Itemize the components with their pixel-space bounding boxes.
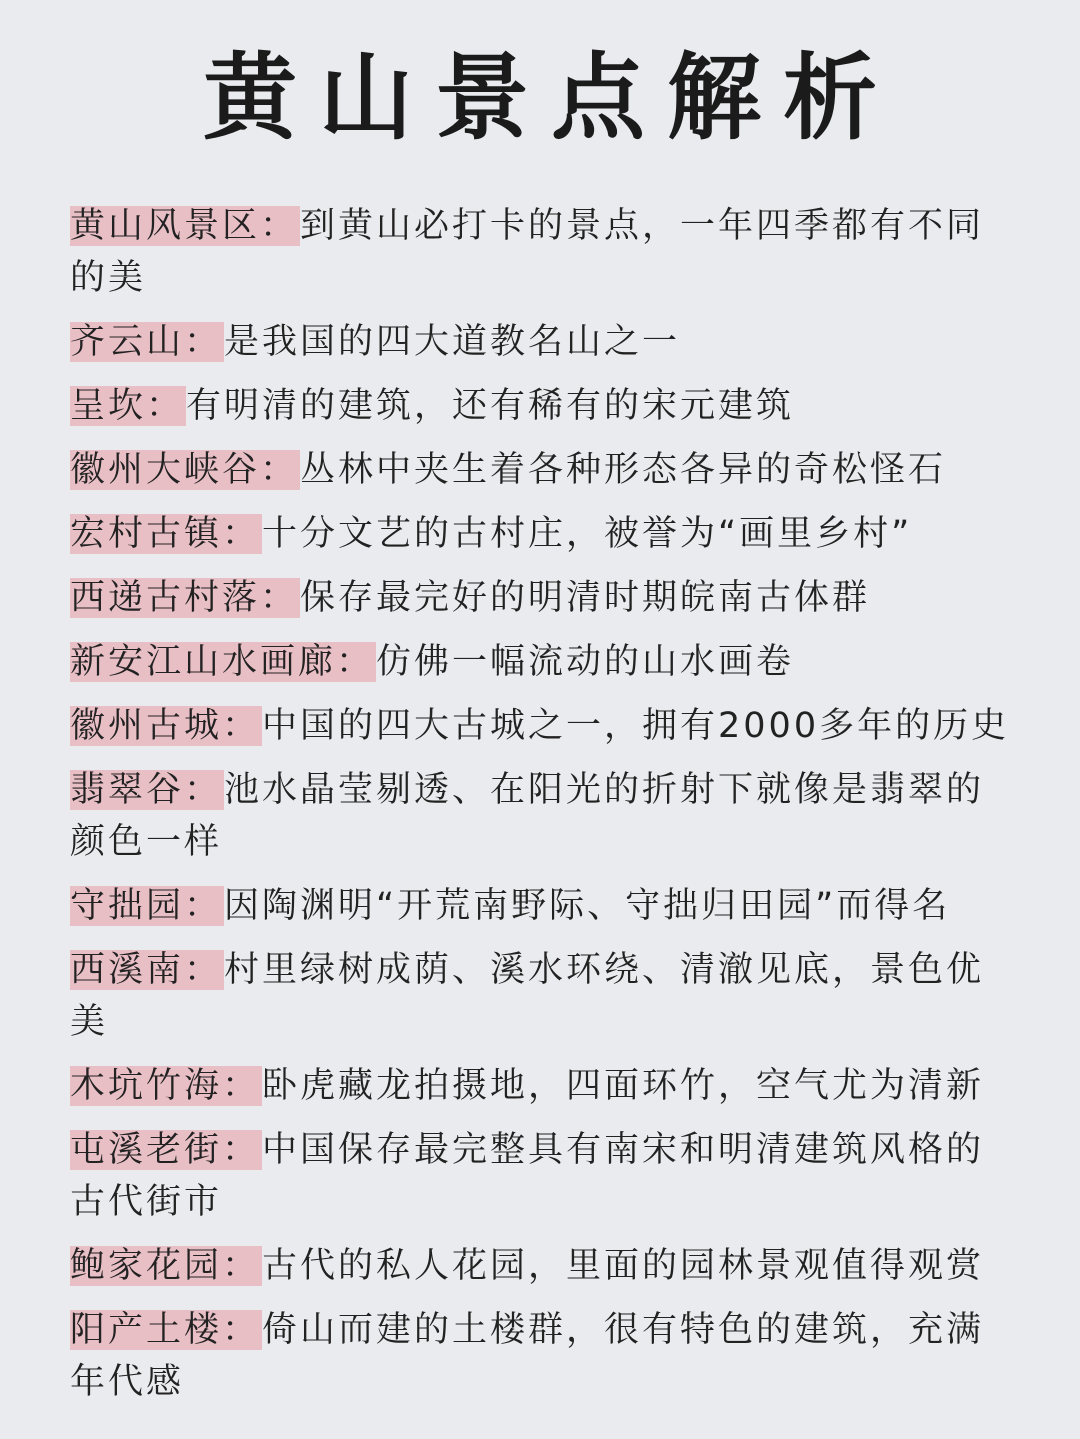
attraction-name: 西递古村落： [70, 578, 299, 618]
attraction-name: 翡翠谷： [70, 770, 223, 810]
attraction-description: 是我国的四大道教名山之一 [224, 322, 681, 362]
attraction-name: 徽州古城： [70, 706, 261, 746]
list-item [70, 944, 1010, 1048]
page-title: 黄山景点解析 [202, 44, 899, 153]
list-item [70, 1304, 1010, 1408]
list-item [70, 444, 1010, 496]
list-item [70, 200, 1010, 304]
attraction-description: 卧虎藏龙拍摄地，四面环竹，空气尤为清新 [262, 1066, 985, 1106]
attraction-description: 中国保存最完整具有南宋和明清建筑风格的古代街市 [70, 1130, 985, 1222]
attraction-name: 阳产土楼： [70, 1310, 261, 1350]
attraction-name: 宏村古镇： [70, 514, 261, 554]
attraction-description: 村里绿树成荫、溪水环绕、清澈见底，景色优美 [70, 950, 985, 1042]
attraction-name: 新安江山水画廊： [70, 642, 375, 682]
attraction-name: 黄山风景区： [70, 206, 299, 246]
list-item [70, 764, 1010, 868]
attraction-description: 仿佛一幅流动的山水画卷 [376, 642, 795, 682]
attraction-name: 西溪南： [70, 950, 223, 990]
list-item [70, 1124, 1010, 1228]
list-item [70, 380, 1010, 432]
attraction-description: 有明清的建筑，还有稀有的宋元建筑 [186, 386, 795, 426]
list-item [70, 1060, 1010, 1112]
attraction-description: 古代的私人花园，里面的园林景观值得观赏 [262, 1246, 985, 1286]
attraction-name: 木坑竹海： [70, 1066, 261, 1106]
attraction-description: 池水晶莹剔透、在阳光的折射下就像是翡翠的颜色一样 [70, 770, 985, 862]
list-item [70, 636, 1010, 688]
attraction-description: 十分文艺的古村庄，被誉为“画里乡村” [262, 514, 913, 554]
attraction-name: 徽州大峡谷： [70, 450, 299, 490]
attraction-description: 中国的四大古城之一，拥有2000多年的历史 [262, 706, 1010, 746]
attraction-description: 丛林中夹生着各种形态各异的奇松怪石 [300, 450, 947, 490]
list-item [70, 700, 1010, 752]
attraction-name: 齐云山： [70, 322, 223, 362]
attraction-description: 倚山而建的土楼群，很有特色的建筑，充满年代感 [70, 1310, 985, 1402]
attraction-description: 到黄山必打卡的景点，一年四季都有不同的美 [70, 206, 985, 298]
attraction-name: 屯溪老街： [70, 1130, 261, 1170]
list-item [70, 316, 1010, 368]
attraction-description: 保存最完好的明清时期皖南古体群 [300, 578, 871, 618]
list-item [70, 572, 1010, 624]
attraction-name: 守拙园： [70, 886, 223, 926]
attraction-list [70, 200, 1010, 1408]
list-item [70, 880, 1010, 932]
list-item [70, 508, 1010, 560]
attraction-description: 因陶渊明“开荒南野际、守拙归田园”而得名 [224, 886, 951, 926]
list-item [70, 1240, 1010, 1292]
attraction-name: 鲍家花园： [70, 1246, 261, 1286]
attraction-name: 呈坎： [70, 386, 185, 426]
